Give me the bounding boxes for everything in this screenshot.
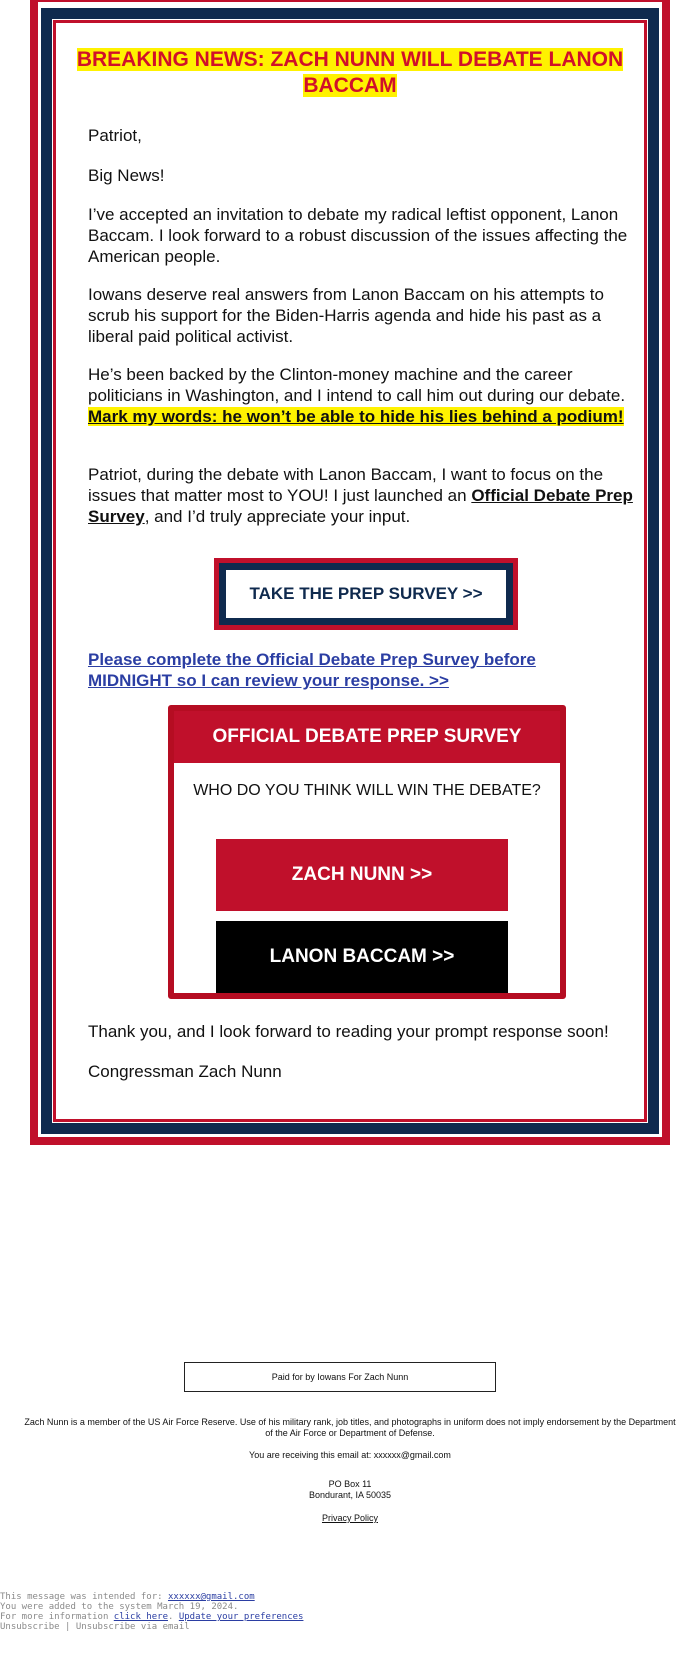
po-box: PO Box 11: [328, 1479, 372, 1489]
email-content: [53, 20, 647, 1122]
unsubscribe-link[interactable]: Unsubscribe: [0, 1622, 60, 1632]
more-info-line: [0, 1612, 303, 1622]
prep-survey-button-frame: [214, 558, 518, 630]
update-preferences-link[interactable]: Update your preferences: [178, 1612, 304, 1622]
navy-border: [41, 8, 659, 1134]
unsubscribe-separator: |: [65, 1622, 71, 1632]
big-news-paragraph: Big News!: [88, 166, 165, 185]
survey-question: WHO DO YOU THINK WILL WIN THE DEBATE?: [193, 782, 541, 799]
focus-end-text: , and I’d truly appreciate your input.: [144, 507, 411, 526]
focus-text: Patriot, during the debate with Lanon Baccam, I want to focus on the issues that matter most to YOU! I just launched an: [88, 465, 604, 505]
vote-zach-nunn-button[interactable]: ZACH NUNN >>: [216, 839, 508, 911]
intended-email-link[interactable]: xxxxxx@gmail.com: [167, 1592, 255, 1602]
more-info-period: .: [167, 1612, 174, 1622]
vote-lanon-baccam-button[interactable]: LANON BACCAM >>: [216, 921, 508, 993]
backed-paragraph: [88, 364, 640, 427]
survey-inline-link[interactable]: Official Debate Prep Survey: [88, 486, 633, 526]
deadline-survey-link[interactable]: Please complete the Official Debate Prep Survey before MIDNIGHT so I can review your response. >>: [88, 650, 536, 690]
unsubscribe-line: [0, 1622, 190, 1632]
survey-title: OFFICIAL DEBATE PREP SURVEY: [174, 711, 560, 763]
headline-text: BREAKING NEWS: ZACH NUNN WILL DEBATE LANON BACCAM: [76, 48, 624, 97]
iowans-paragraph: Iowans deserve real answers from Lanon Baccam on his attempts to scrub his support for the Biden-Harris agenda and hide his past as a liberal paid political activist.: [88, 285, 604, 346]
focus-paragraph: [88, 464, 640, 527]
highlighted-quote: Mark my words: he won’t be able to hide his lies behind a podium!: [88, 407, 624, 426]
survey-card: [168, 705, 566, 999]
unsubscribe-email-link[interactable]: Unsubscribe via email: [75, 1622, 190, 1632]
added-line: You were added to the system March 19, 2024.: [0, 1602, 239, 1612]
headline: [56, 47, 644, 99]
accepted-paragraph: I’ve accepted an invitation to debate my radical leftist opponent, Lanon Baccam. I look forward to a robust discussion of the issues affecting the American people.: [88, 205, 628, 266]
military-disclaimer: Zach Nunn is a member of the US Air Force Reserve. Use of his military rank, job titles, and photographs in uniform does not imply endorsement by the Department of the Air Force or Department of Defense.: [24, 1417, 676, 1438]
more-info-label: For more information: [0, 1612, 109, 1622]
intended-label: This message was intended for:: [0, 1592, 163, 1602]
take-prep-survey-button[interactable]: TAKE THE PREP SURVEY >>: [226, 570, 506, 618]
privacy-line: [24, 1513, 676, 1524]
receiving-notice: You are receiving this email at: xxxxxx@gmail.com: [249, 1450, 451, 1460]
privacy-policy-link[interactable]: Privacy Policy: [321, 1513, 378, 1523]
city-address: Bondurant, IA 50035: [308, 1490, 392, 1500]
paid-for-notice: Paid for by Iowans For Zach Nunn: [184, 1362, 496, 1392]
backed-text: He’s been backed by the Clinton-money machine and the career politicians in Washington, and I intend to call him out during our debate.: [88, 365, 626, 405]
email-frame: [30, 0, 670, 1145]
intended-line: [0, 1592, 255, 1602]
click-here-link[interactable]: click here: [113, 1612, 168, 1622]
greeting: Patriot,: [88, 126, 142, 145]
prep-survey-button-border: [219, 563, 513, 625]
closing-paragraph: Thank you, and I look forward to reading your prompt response soon!: [88, 1022, 609, 1041]
signature: Congressman Zach Nunn: [88, 1062, 282, 1081]
